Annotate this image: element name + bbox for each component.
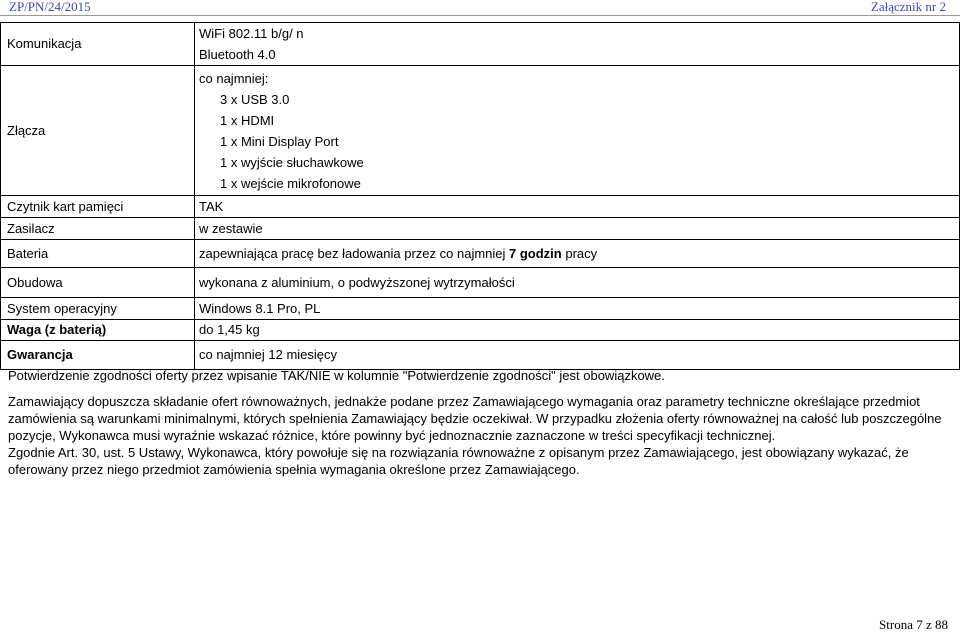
page-header [0, 0, 960, 16]
value-line: 3 x USB 3.0 [220, 91, 290, 107]
row-label-waga: Waga (z baterią) [1, 320, 195, 341]
row-value-bateria [195, 240, 960, 268]
battery-text-suffix: pracy [561, 245, 598, 261]
battery-text: zapewniająca pracę bez ładowania przez co najmniej [199, 245, 510, 261]
row-label-zasilacz: Zasilacz [1, 218, 195, 240]
row-value-obudowa: wykonana z aluminium, o podwyższonej wytrzymałości [195, 268, 960, 298]
value-line: 1 x Mini Display Port [220, 133, 339, 149]
row-label-obudowa: Obudowa [1, 268, 195, 298]
table-row [1, 240, 960, 268]
row-value-zasilacz [195, 218, 960, 240]
value-line: w zestawie [199, 220, 263, 236]
table-row [1, 196, 960, 218]
value-line: 1 x HDMI [220, 112, 275, 128]
row-value-gwarancja: co najmniej 12 miesięcy [195, 341, 960, 370]
row-label-komunikacja: Komunikacja [1, 23, 195, 66]
row-value-zlacza [195, 66, 960, 196]
row-value-system: Windows 8.1 Pro, PL [195, 298, 960, 320]
row-label-gwarancja: Gwarancja [1, 341, 195, 370]
header-rule [0, 15, 960, 16]
table-row [1, 23, 960, 66]
equivalence-paragraph: Zamawiający dopuszcza składanie ofert równoważnych, jednakże podane przez Zamawiającego wymagania oraz parametry techniczne określające przedmiot zamówienia są warunkami minimalnymi, których spełnienia Zamawiający będzie oczekiwał. W przypadku złożenia oferty równoważnej na całość lub poszczególne pozycje, Wykonawca musi wyraźnie wskazać różnice, które powinny być jednoznacznie zaznaczone w treści specyfikacji technicznej. [8, 394, 942, 443]
value-line: co najmniej: [199, 70, 269, 86]
row-label-czytnik: Czytnik kart pamięci [1, 196, 195, 218]
value-line: TAK [199, 198, 224, 214]
value-line: 1 x wyjście słuchawkowe [220, 154, 364, 170]
table-row [1, 320, 960, 341]
page-number: Strona 7 z 88 [879, 617, 948, 632]
table-row [1, 341, 960, 370]
row-value-waga: do 1,45 kg [195, 320, 960, 341]
row-value-czytnik [195, 196, 960, 218]
attachment-label: Załącznik nr 2 [870, 0, 946, 14]
spec-table [0, 22, 960, 370]
table-row [1, 268, 960, 298]
value-line: WiFi 802.11 b/g/ n [199, 26, 304, 41]
value-line: Bluetooth 4.0 [199, 47, 276, 62]
table-row [1, 218, 960, 240]
battery-hours: 7 godzin [509, 245, 562, 261]
row-label-system: System operacyjny [1, 298, 195, 320]
table-row [1, 298, 960, 320]
value-line: 1 x wejście mikrofonowe [220, 175, 361, 191]
confirmation-note: Potwierdzenie zgodności oferty przez wpisanie TAK/NIE w kolumnie "Potwierdzenie zgodności" jest obowiązkowe. [8, 368, 665, 383]
legal-paragraph: Zgodnie Art. 30, ust. 5 Ustawy, Wykonawca, który powołuje się na rozwiązania równoważne z opisanym przez Zamawiającego, jest obowiązany wykazać, że oferowany przez niego przedmiot zamówienia spełnia wymagania określone przez Zamawiającego. [8, 445, 909, 477]
row-label-bateria: Bateria [1, 240, 195, 268]
table-row [1, 66, 960, 196]
row-value-komunikacja [195, 23, 960, 66]
row-label-zlacza: Złącza [1, 66, 195, 196]
document-reference: ZP/PN/24/2015 [9, 0, 91, 14]
